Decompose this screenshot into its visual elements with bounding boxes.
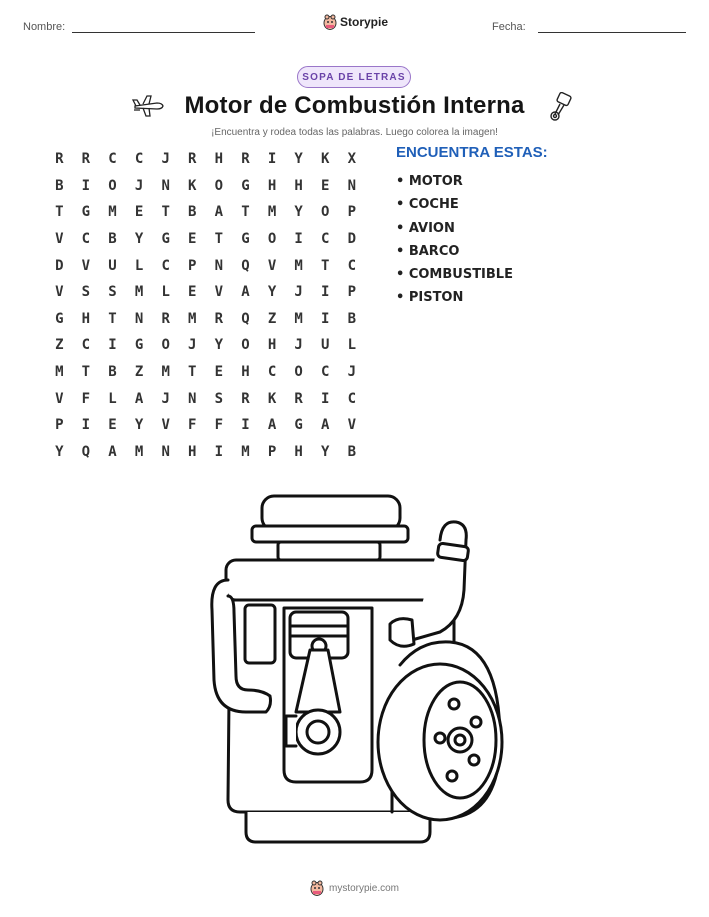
word-item: • MOTOR [396, 174, 463, 189]
grid-letter[interactable]: P [188, 257, 197, 274]
grid-letter[interactable]: T [55, 204, 64, 221]
grid-letter[interactable]: M [267, 204, 277, 221]
grid-letter[interactable]: J [294, 284, 303, 301]
grid-letter[interactable]: Y [214, 337, 224, 354]
grid-letter[interactable]: M [241, 443, 250, 460]
grid-letter[interactable]: A [108, 443, 117, 460]
grid-letter[interactable]: E [188, 284, 197, 301]
footer [0, 880, 709, 896]
piston-icon [546, 92, 574, 122]
grid-letter[interactable]: P [347, 204, 357, 221]
grid-letter[interactable]: K [188, 177, 197, 194]
footer-url[interactable]: mystorypie.com [328, 882, 399, 894]
grid-letter[interactable]: I [321, 284, 330, 301]
grid-letter[interactable]: A [134, 390, 144, 407]
word-item: • COMBUSTIBLE [396, 267, 513, 283]
grid-letter[interactable]: A [241, 284, 250, 301]
grid-letter[interactable]: E [134, 204, 144, 221]
grid-letter[interactable]: E [214, 364, 224, 381]
grid-letter[interactable]: D [347, 231, 357, 248]
grid-letter[interactable]: H [241, 364, 250, 381]
grid-letter[interactable]: L [161, 284, 170, 301]
grid-letter[interactable]: M [294, 310, 303, 327]
word-list [396, 170, 513, 310]
grid-letter[interactable]: S [81, 284, 91, 301]
grid-letter[interactable]: Y [55, 443, 64, 460]
grid-letter[interactable]: C [81, 231, 91, 248]
grid-letter[interactable]: C [161, 257, 170, 274]
grid-letter[interactable]: R [214, 310, 224, 327]
grid-letter[interactable]: V [267, 257, 277, 274]
grid-letter[interactable]: J [347, 364, 357, 381]
grid-letter[interactable]: K [267, 390, 277, 407]
grid-letter[interactable]: C [321, 364, 330, 381]
grid-letter[interactable]: U [108, 257, 117, 274]
grid-letter[interactable]: B [55, 177, 64, 194]
grid-letter[interactable]: B [347, 310, 357, 327]
grid-letter[interactable]: N [161, 177, 170, 194]
grid-letter[interactable]: M [108, 204, 117, 221]
name-line[interactable] [72, 32, 255, 33]
grid-letter[interactable]: B [108, 231, 117, 248]
grid-letter[interactable]: T [214, 231, 224, 248]
grid-letter[interactable]: Z [55, 337, 64, 354]
grid-letter[interactable]: O [321, 204, 330, 221]
grid-letter[interactable]: O [294, 364, 303, 381]
grid-letter[interactable]: E [188, 231, 197, 248]
word-item: • AVION [396, 220, 455, 236]
grid-letter[interactable]: R [161, 310, 170, 327]
grid-letter[interactable]: C [81, 337, 91, 354]
grid-letter[interactable]: B [188, 204, 197, 221]
grid-letter[interactable]: C [347, 390, 357, 407]
storypie-mascot-icon [310, 880, 324, 896]
grid-letter[interactable]: L [108, 390, 117, 407]
grid-letter[interactable]: P [55, 417, 64, 434]
grid-letter[interactable]: Z [267, 310, 277, 327]
grid-letter[interactable]: E [321, 177, 330, 194]
grid-letter[interactable]: Y [267, 284, 277, 301]
grid-letter[interactable]: S [108, 284, 117, 301]
grid-letter[interactable]: M [134, 443, 144, 460]
activity-badge: SOPA DE LETRAS [297, 66, 411, 88]
grid-letter[interactable]: M [134, 284, 144, 301]
grid-letter[interactable]: Q [241, 310, 250, 327]
grid-letter[interactable]: G [81, 204, 91, 221]
grid-letter[interactable]: R [55, 151, 64, 168]
grid-letter[interactable]: J [188, 337, 197, 354]
grid-letter[interactable]: I [321, 310, 330, 327]
grid-letter[interactable]: C [108, 151, 117, 168]
grid-letter[interactable]: I [214, 443, 224, 460]
storypie-mascot-icon [323, 14, 337, 30]
grid-letter[interactable]: H [267, 337, 277, 354]
grid-letter[interactable]: J [134, 177, 144, 194]
grid-letter[interactable]: D [55, 257, 64, 274]
grid-letter[interactable]: J [161, 151, 170, 168]
grid-letter[interactable]: Y [134, 417, 144, 434]
grid-letter[interactable]: C [321, 231, 330, 248]
grid-letter[interactable]: V [55, 284, 64, 301]
grid-letter[interactable]: I [81, 177, 91, 194]
grid-letter[interactable]: T [188, 364, 197, 381]
grid-letter[interactable]: I [81, 417, 91, 434]
grid-letter[interactable]: T [241, 204, 250, 221]
brand-name: Storypie [340, 15, 389, 29]
grid-letter[interactable]: V [81, 257, 91, 274]
grid-letter[interactable]: O [214, 177, 224, 194]
grid-letter[interactable]: J [161, 390, 170, 407]
grid-letter[interactable]: T [108, 310, 117, 327]
grid-letter[interactable]: H [81, 310, 91, 327]
grid-letter[interactable]: F [188, 417, 197, 434]
grid-letter[interactable]: K [321, 151, 330, 168]
grid-letter[interactable]: L [347, 337, 357, 354]
brand-logo [323, 14, 388, 30]
grid-letter[interactable]: H [267, 177, 277, 194]
grid-letter[interactable]: O [161, 337, 170, 354]
grid-letter[interactable]: G [55, 310, 64, 327]
grid-letter[interactable]: R [241, 390, 250, 407]
grid-letter[interactable]: I [267, 151, 277, 168]
grid-letter[interactable]: H [214, 151, 224, 168]
grid-letter[interactable]: F [214, 417, 224, 434]
letter-grid [46, 146, 365, 465]
grid-letter[interactable]: B [347, 443, 357, 460]
grid-letter[interactable]: I [241, 417, 250, 434]
grid-letter[interactable]: J [294, 337, 303, 354]
grid-letter[interactable]: C [134, 151, 144, 168]
grid-letter[interactable]: M [188, 310, 197, 327]
grid-letter[interactable]: N [347, 177, 357, 194]
grid-letter[interactable]: V [214, 284, 224, 301]
grid-letter[interactable]: F [81, 390, 91, 407]
grid-letter[interactable]: I [321, 390, 330, 407]
grid-letter[interactable]: I [108, 337, 117, 354]
grid-letter[interactable]: H [294, 177, 303, 194]
grid-letter[interactable]: Y [134, 231, 144, 248]
grid-letter[interactable]: I [294, 231, 303, 248]
grid-letter[interactable]: V [347, 417, 357, 434]
grid-letter[interactable]: H [188, 443, 197, 460]
grid-letter[interactable]: B [108, 364, 117, 381]
engine-illustration [205, 490, 515, 860]
grid-letter[interactable]: A [267, 417, 277, 434]
grid-letter[interactable]: R [81, 151, 91, 168]
grid-letter[interactable]: T [321, 257, 330, 274]
instructions: ¡Encuentra y rodea todas las palabras. Luego colorea la imagen! [211, 127, 498, 138]
grid-letter[interactable]: C [267, 364, 277, 381]
grid-letter[interactable]: N [161, 443, 170, 460]
grid-letter[interactable]: O [267, 231, 277, 248]
grid-letter[interactable]: S [214, 390, 224, 407]
grid-letter[interactable]: X [347, 151, 357, 168]
grid-letter[interactable]: Y [321, 443, 330, 460]
grid-letter[interactable]: G [241, 177, 250, 194]
grid-letter[interactable]: A [214, 204, 224, 221]
grid-letter[interactable]: Y [294, 204, 303, 221]
grid-letter[interactable]: E [108, 417, 117, 434]
grid-letter[interactable]: V [55, 390, 64, 407]
grid-letter[interactable]: M [55, 364, 64, 381]
grid-letter[interactable]: H [294, 443, 303, 460]
grid-letter[interactable]: Q [241, 257, 250, 274]
date-line[interactable] [538, 32, 686, 33]
grid-letter[interactable]: G [134, 337, 144, 354]
grid-letter[interactable]: M [161, 364, 170, 381]
grid-letter[interactable]: N [134, 310, 144, 327]
grid-letter[interactable]: R [241, 151, 250, 168]
grid-letter[interactable]: P [267, 443, 277, 460]
grid-letter[interactable]: R [294, 390, 303, 407]
grid-letter[interactable]: G [294, 417, 303, 434]
grid-letter[interactable]: Y [294, 151, 303, 168]
grid-letter[interactable]: R [188, 151, 197, 168]
grid-letter[interactable]: P [347, 284, 357, 301]
grid-letter[interactable]: A [321, 417, 330, 434]
grid-letter[interactable]: U [321, 337, 330, 354]
grid-letter[interactable]: T [161, 204, 170, 221]
word-item: • BARCO [396, 243, 460, 259]
grid-letter[interactable]: T [81, 364, 91, 381]
word-list-title: ENCUENTRA ESTAS: [396, 144, 548, 161]
grid-letter[interactable]: Z [134, 364, 144, 381]
grid-letter[interactable]: N [214, 257, 224, 274]
name-label: Nombre: [23, 21, 66, 33]
date-label: Fecha: [492, 21, 526, 33]
grid-letter[interactable]: G [161, 231, 170, 248]
grid-letter[interactable]: Q [81, 443, 91, 460]
grid-letter[interactable]: V [161, 417, 170, 434]
grid-letter[interactable]: C [347, 257, 357, 274]
page-title: Motor de Combustión Interna [184, 92, 525, 119]
grid-letter[interactable]: G [241, 231, 250, 248]
grid-letter[interactable]: O [241, 337, 250, 354]
grid-letter[interactable]: O [108, 177, 117, 194]
grid-letter[interactable]: L [134, 257, 144, 274]
word-item: • PISTON [396, 290, 464, 306]
grid-letter[interactable]: M [294, 257, 303, 274]
grid-letter[interactable]: V [55, 231, 64, 248]
grid-letter[interactable]: N [188, 390, 197, 407]
word-item: • COCHE [396, 197, 459, 213]
